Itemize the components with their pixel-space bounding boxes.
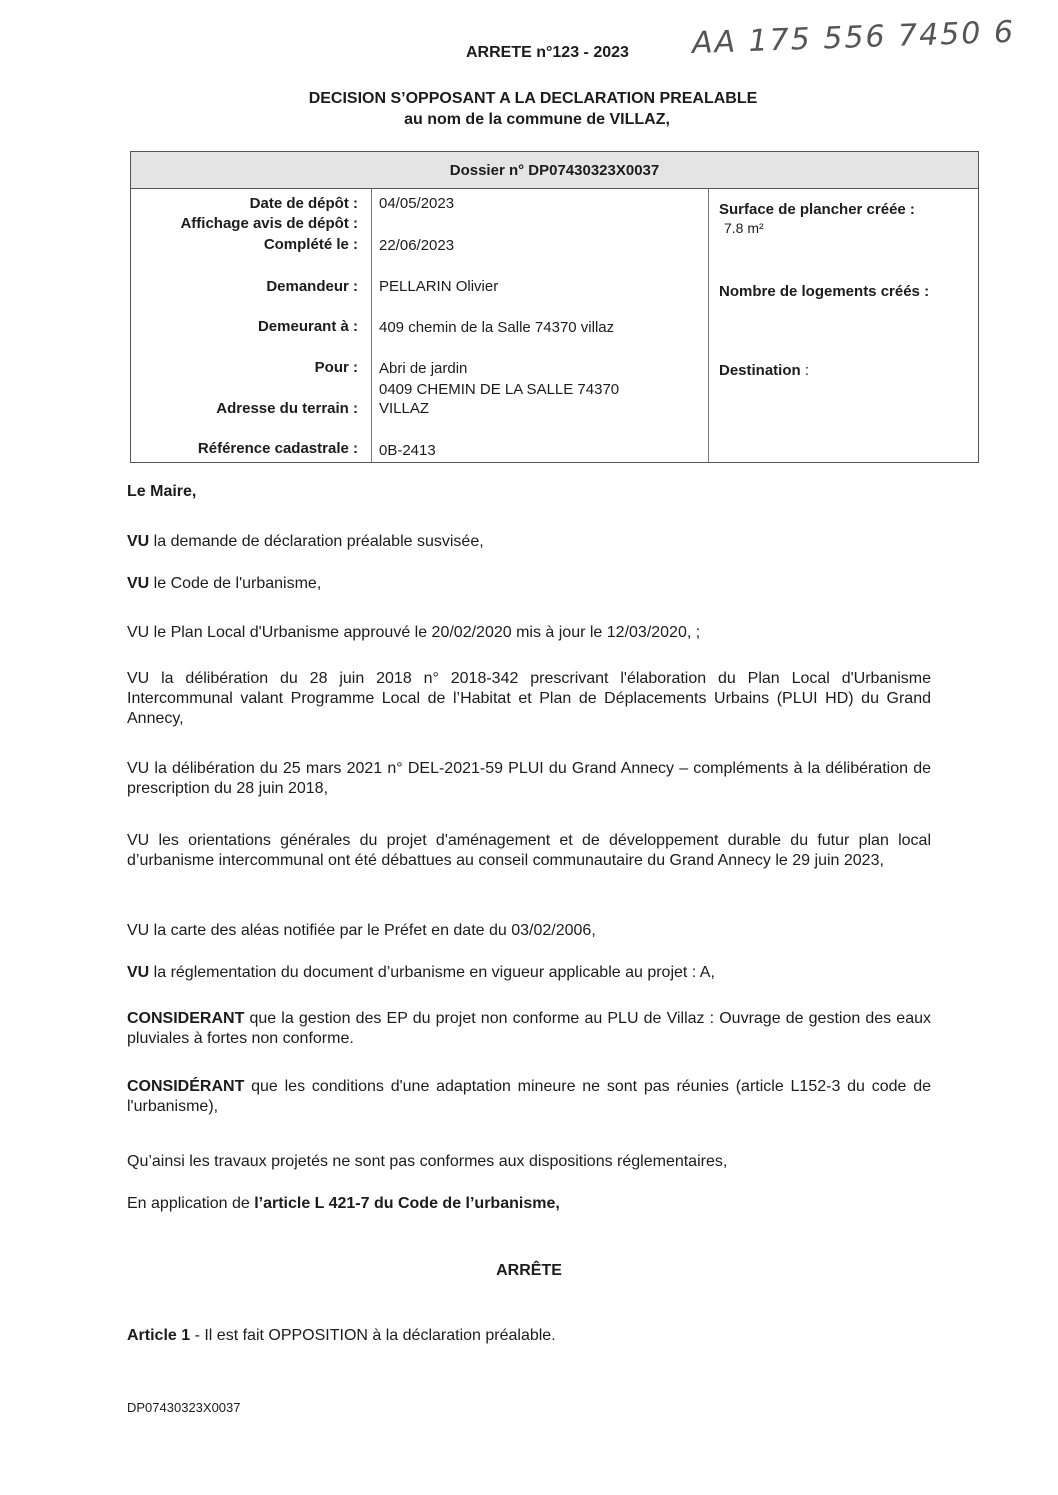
demeurant-value: 409 chemin de la Salle 74370 villaz (379, 319, 615, 336)
considerant-keyword: CONSIDERANT (127, 1010, 245, 1027)
dossier-number: Dossier n° DP07430323X0037 (131, 152, 978, 189)
vu-deliberation-2018: VU la délibération du 28 juin 2018 n° 2018-342 prescrivant l'élaboration du Plan Local d'Urbanisme Intercommunal valant Programme Local de l’Habitat et Plan de Déplacements Urbains (PLUI HD) du Grand Annecy, (127, 670, 931, 727)
complete-value: 22/06/2023 (379, 237, 455, 254)
adresse-label: Adresse du terrain : (216, 400, 358, 417)
vu-demande (127, 532, 931, 552)
dossier-box (130, 151, 979, 463)
reference-label: Référence cadastrale : (197, 440, 358, 457)
vu-keyword: VU (127, 575, 150, 592)
considerant-ep (127, 1009, 931, 1049)
considerant-keyword: CONSIDÉRANT (127, 1078, 245, 1095)
demeurant-label: Demeurant à : (257, 318, 358, 335)
vu-demande-text: la demande de déclaration préalable susvisée, (149, 533, 484, 550)
handwritten-reference: AA 175 556 7450 6 (691, 14, 1016, 61)
vu-keyword: VU (127, 964, 150, 981)
vu-code-text: le Code de l'urbanisme, (149, 575, 322, 592)
column-divider (371, 189, 372, 462)
article-1-label: Article 1 (127, 1327, 191, 1344)
vu-code (127, 574, 931, 594)
vu-reglementation (127, 963, 931, 983)
application-article (127, 1194, 931, 1214)
logements-label: Nombre de logements créés : (719, 283, 930, 300)
demandeur-value: PELLARIN Olivier (379, 278, 499, 295)
quainsi: Qu’ainsi les travaux projetés ne sont pas conformes aux dispositions réglementaires, (127, 1153, 728, 1170)
adresse-value-line1: 0409 CHEMIN DE LA SALLE 74370 (379, 381, 620, 398)
vu-plu: VU le Plan Local d'Urbanisme approuvé le 20/02/2020 mis à jour le 12/03/2020, ; (127, 624, 701, 641)
complete-label: Complété le : (263, 236, 358, 253)
le-maire: Le Maire, (127, 483, 197, 500)
considerant-ep-text: que la gestion des EP du projet non conforme au PLU de Villaz : Ouvrage de gestion des eaux pluviales à fortes non conforme. (127, 1010, 931, 1047)
vu-deliberation-2021: VU la délibération du 25 mars 2021 n° DEL-2021-59 PLUI du Grand Annecy – compléments à la délibération de prescription du 28 juin 2018, (127, 760, 931, 797)
considerant-adaptation-text: que les conditions d'une adaptation mineure ne sont pas réunies (article L152-3 du code de l'urbanisme), (127, 1078, 931, 1115)
vu-carte-aleas: VU la carte des aléas notifiée par le Préfet en date du 03/02/2006, (127, 922, 596, 939)
vu-reglementation-text: la réglementation du document d’urbanisme en vigueur applicable au projet : A, (149, 964, 715, 981)
arrete-heading: ARRÊTE (496, 1262, 562, 1279)
adresse-value-line2: VILLAZ (379, 400, 430, 417)
application-prefix: En application de (127, 1195, 255, 1212)
destination-colon: : (800, 362, 810, 379)
affichage-label: Affichage avis de dépôt : (180, 215, 358, 232)
destination-label (719, 362, 809, 379)
commune-subtitle: au nom de la commune de VILLAZ, (404, 111, 670, 128)
article-1 (127, 1326, 931, 1346)
decision-title: DECISION S’OPPOSANT A LA DECLARATION PREALABLE (308, 90, 758, 107)
vu-orientations: VU les orientations générales du projet d'aménagement et de développement durable du futur plan local d’urbanisme intercommunal ont été débattues au conseil communautaire du Grand Annecy le 29 juin 2023, (127, 832, 931, 869)
date-depot-value: 04/05/2023 (379, 195, 455, 212)
considerant-adaptation (127, 1077, 931, 1117)
column-divider (708, 189, 709, 462)
demandeur-label: Demandeur : (266, 278, 358, 295)
date-depot-label: Date de dépôt : (249, 195, 358, 212)
pour-value: Abri de jardin (379, 360, 468, 377)
arrete-title: ARRETE n°123 - 2023 (466, 44, 629, 61)
article-1-text: - Il est fait OPPOSITION à la déclaration préalable. (190, 1327, 556, 1344)
vu-keyword: VU (127, 533, 150, 550)
footer-reference: DP07430323X0037 (127, 1400, 241, 1415)
surface-label: Surface de plancher créée : (719, 201, 915, 218)
pour-label: Pour : (314, 359, 358, 376)
surface-value: 7.8 m² (724, 220, 764, 236)
reference-value: 0B-2413 (379, 442, 436, 459)
application-article-ref: l’article L 421-7 du Code de l’urbanisme, (254, 1195, 560, 1212)
destination-label-text: Destination (719, 362, 801, 379)
